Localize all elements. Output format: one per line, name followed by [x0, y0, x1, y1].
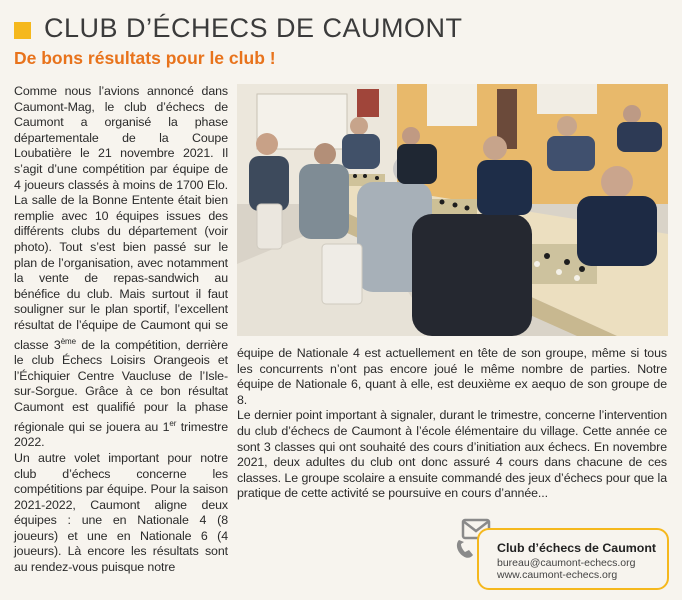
article-right-column — [237, 346, 667, 502]
article-left-column — [14, 84, 228, 576]
contact-email-link[interactable]: bureau@caumont-echecs.org — [497, 557, 636, 569]
left-text-a: Comme nous l’avions annoncé dans Caumont-Mag, le club d’échecs de Caumont a organisé la phase départementale de la Coupe Loubatière le 21 novembre 2021. Il s’agit d’une compétition par équipe de 4 joueurs classés à moins de 1700 Elo. La salle de la Bonne Entente était bien remplie avec 10 équipes issues des différents clubs du département (voir photo). Tout s’est bien passé sur le plan de l’organisation, avec notamment la vente de repas-sandwich au bénéfice du club. Mais surtout il faut souligner sur le plan sportif, l’excellent résultat de l’équipe de Caumont qui se classe 3ème de la compétition, derrière le club Échecs Loisirs Orangeois et l’Échiquier Centre Vaucluse de l’Isle-sur-Sorgue. Grâce à ce bon résultat Caumont est qualifié pour la phase régionale qui se jouera au 1er trimestre 2022. — [14, 84, 228, 450]
article-paragraph-3: équipe de Nationale 4 est actuellement en tête de son groupe, même si tous les concurrents n’ont pas encore joué le même nombre de parties. Notre équipe de Nationale 6, quant à elle, est deuxième ex aequo de son groupe de 8. — [237, 346, 667, 407]
header-square-icon — [14, 22, 31, 39]
article-paragraph-4: Le dernier point important à signaler, durant le trimestre, concerne l’intervention du club d’échecs de Caumont à l’école élémentaire du village. Cette année ce sont 3 classes qui ont souhaité des cours d’initiation aux échecs. En novembre 2021, deux adultes du club ont donc assuré 4 cours dans chacune de ces classes. Le groupe scolaire a ensuite commandé des jeux d’échecs pour que la pratique de cette activité se poursuive en cours d’année... — [237, 408, 667, 501]
left-text-b: Un autre volet important pour notre club d’échecs concerne les compétitions par équipe. Pour la saison 2021-2022, Caumont aligne deux équipes : une en Nationale 4 (8 joueurs) et une en Nationale 6 (4 joueurs). Là encore les résultats sont au rendez-vous puisque notre — [14, 450, 228, 575]
article-paragraph-2 — [14, 451, 228, 576]
contact-name: Club d’échecs de Caumont — [497, 541, 657, 555]
article-paragraph-1 — [14, 84, 228, 451]
chess-tournament-photo — [237, 84, 668, 336]
article-subtitle: De bons résultats pour le club ! — [14, 48, 276, 68]
contact-website-link[interactable]: www.caumont-echecs.org — [497, 569, 618, 581]
page-title: CLUB D’ÉCHECS DE CAUMONT — [44, 13, 463, 43]
